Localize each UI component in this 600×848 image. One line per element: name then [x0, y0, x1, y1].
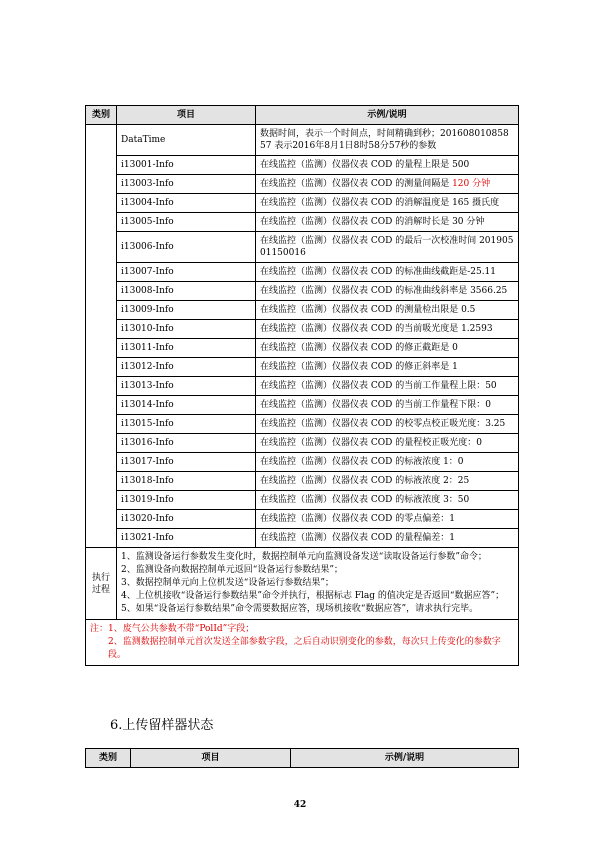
highlight-value: 120 分钟	[452, 179, 491, 189]
execution-step: 2、监测设备向数据控制单元返回“设备运行参数结果”；	[121, 565, 343, 575]
description-cell: 在线监控（监测）仪器仪表 COD 的标准曲线截距是-25.11	[256, 263, 519, 282]
category-cell-empty	[86, 125, 117, 548]
description-cell: 在线监控（监测）仪器仪表 COD 的零点偏差：1	[256, 510, 519, 529]
table-row	[86, 213, 519, 232]
header-item: 项目	[131, 749, 291, 768]
item-cell: i13005-Info	[117, 213, 256, 232]
table-row	[86, 282, 519, 301]
table-header-row	[86, 106, 519, 125]
table-row	[86, 232, 519, 263]
description-cell: 在线监控（监测）仪器仪表 COD 的修正斜率是 1	[256, 358, 519, 377]
table-row	[86, 415, 519, 434]
description-cell: 在线监控（监测）仪器仪表 COD 的最后一次校准时间 20190501150016	[256, 232, 519, 263]
description-cell: 在线监控（监测）仪器仪表 COD 的量程校正吸光度：0	[256, 434, 519, 453]
item-cell: i13016-Info	[117, 434, 256, 453]
table-row	[86, 301, 519, 320]
execution-step: 3、数据控制单元向上位机发送“设备运行参数结果”；	[121, 578, 334, 588]
table-row	[86, 125, 519, 156]
execution-process-row	[86, 548, 519, 620]
item-cell: i13015-Info	[117, 415, 256, 434]
table-row	[86, 377, 519, 396]
item-cell: i13009-Info	[117, 301, 256, 320]
description-cell: 在线监控（监测）仪器仪表 COD 的标准曲线斜率是 3566.25	[256, 282, 519, 301]
item-cell: i13007-Info	[117, 263, 256, 282]
item-cell: i13018-Info	[117, 472, 256, 491]
execution-step: 1、监测设备运行参数发生变化时，数据控制单元向监测设备发送“读取设备运行参数”命令；	[121, 552, 487, 562]
description-cell: 在线监控（监测）仪器仪表 COD 的消解时长是 30 分钟	[256, 213, 519, 232]
parameters-table	[85, 105, 519, 666]
description-cell: 在线监控（监测）仪器仪表 COD 的标液浓度 3：50	[256, 491, 519, 510]
table-header-row	[86, 749, 519, 768]
header-example: 示例/说明	[291, 749, 519, 768]
description-cell: 在线监控（监测）仪器仪表 COD 的量程上限是 500	[256, 156, 519, 175]
table-row	[86, 358, 519, 377]
table-row	[86, 434, 519, 453]
table-row	[86, 491, 519, 510]
item-cell: i13013-Info	[117, 377, 256, 396]
item-cell: i13019-Info	[117, 491, 256, 510]
note-row	[86, 620, 519, 666]
table-row	[86, 510, 519, 529]
note-line: 注：1、废气公共参数不带“PolId”字段；	[90, 624, 255, 634]
item-cell: i13008-Info	[117, 282, 256, 301]
table-row	[86, 156, 519, 175]
item-cell: i13012-Info	[117, 358, 256, 377]
item-cell: i13021-Info	[117, 529, 256, 548]
item-cell: i13017-Info	[117, 453, 256, 472]
table-row	[86, 396, 519, 415]
item-cell: i13014-Info	[117, 396, 256, 415]
description-cell: 在线监控（监测）仪器仪表 COD 的标液浓度 1：0	[256, 453, 519, 472]
table-row	[86, 175, 519, 194]
description-cell: 在线监控（监测）仪器仪表 COD 的当前工作量程下限：0	[256, 396, 519, 415]
item-cell: i13020-Info	[117, 510, 256, 529]
table-row	[86, 453, 519, 472]
header-category: 类别	[86, 749, 131, 768]
item-cell: i13004-Info	[117, 194, 256, 213]
execution-process-label: 执行过程	[86, 548, 117, 620]
item-cell: i13001-Info	[117, 156, 256, 175]
item-cell: DataTime	[117, 125, 256, 156]
description-cell: 在线监控（监测）仪器仪表 COD 的量程偏差：1	[256, 529, 519, 548]
description-cell: 在线监控（监测）仪器仪表 COD 的修正截距是 0	[256, 339, 519, 358]
page-number: 42	[293, 800, 307, 810]
table-row	[86, 339, 519, 358]
table-row	[86, 529, 519, 548]
description-cell	[256, 175, 519, 194]
note-line: 2、监测数据控制单元首次发送全部参数字段，之后自动识别变化的参数，每次只上传变化的参数字段。	[108, 637, 501, 660]
parameters-table-body	[86, 125, 519, 666]
header-category: 类别	[86, 106, 117, 125]
header-item: 项目	[117, 106, 256, 125]
description-cell: 数据时间，表示一个时间点，时间精确到秒；20160801085857 表示2016年8月1日8时58分57秒的参数	[256, 125, 519, 156]
description-cell: 在线监控（监测）仪器仪表 COD 的测量检出限是 0.5	[256, 301, 519, 320]
description-cell: 在线监控（监测）仪器仪表 COD 的消解温度是 165 摄氏度	[256, 194, 519, 213]
header-example: 示例/说明	[256, 106, 519, 125]
item-cell: i13006-Info	[117, 232, 256, 263]
table-row	[86, 263, 519, 282]
sampler-status-table	[85, 748, 519, 768]
table-row	[86, 472, 519, 491]
note-cell	[86, 620, 519, 666]
description-cell: 在线监控（监测）仪器仪表 COD 的当前吸光度是 1.2593	[256, 320, 519, 339]
item-cell: i13010-Info	[117, 320, 256, 339]
section-heading: 6.上传留样器状态	[110, 718, 214, 733]
description-text: 在线监控（监测）仪器仪表 COD 的测量间隔是	[260, 179, 453, 189]
item-cell: i13003-Info	[117, 175, 256, 194]
execution-step: 4、上位机接收“设备运行参数结果”命令并执行，根据标志 Flag 的值决定是否返回“数据应答”；	[121, 591, 505, 601]
execution-step: 5、如果“设备运行参数结果”命令需要数据应答，现场机接收“数据应答”，请求执行完毕。	[121, 604, 479, 614]
description-cell: 在线监控（监测）仪器仪表 COD 的标液浓度 2：25	[256, 472, 519, 491]
item-cell: i13011-Info	[117, 339, 256, 358]
execution-steps-cell	[117, 548, 519, 620]
table-row	[86, 194, 519, 213]
table-row	[86, 320, 519, 339]
description-cell: 在线监控（监测）仪器仪表 COD 的校零点校正吸光度：3.25	[256, 415, 519, 434]
description-cell: 在线监控（监测）仪器仪表 COD 的当前工作量程上限：50	[256, 377, 519, 396]
